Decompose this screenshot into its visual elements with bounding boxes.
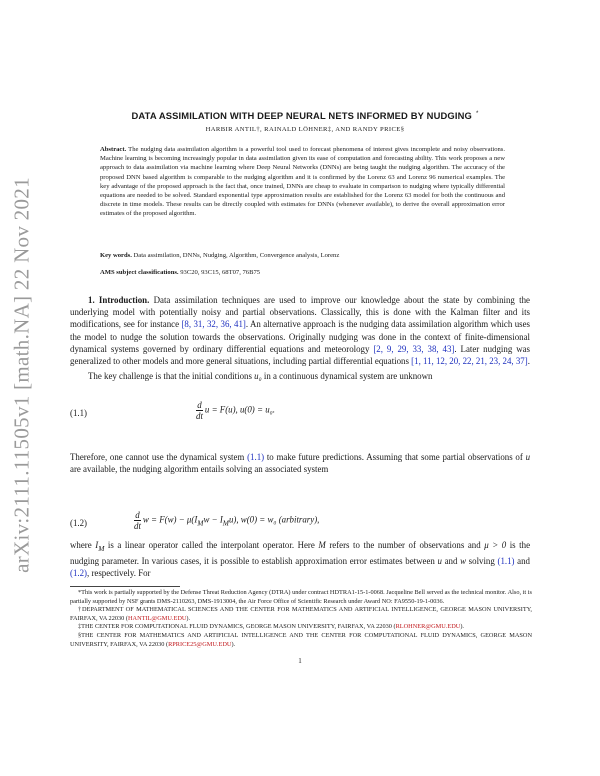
math-inline: u₀ <box>254 371 262 381</box>
title-footnote-mark: * <box>475 110 479 117</box>
equation-1-1 <box>196 400 275 421</box>
footnote-rule <box>70 586 180 587</box>
intro-paragraph-1 <box>70 294 530 367</box>
math-inline: M <box>318 540 326 550</box>
fraction-numerator: d <box>197 400 202 410</box>
equation-ref-link[interactable]: (1.2) <box>70 568 88 579</box>
paper-title-text: DATA ASSIMILATION WITH DEEP NEURAL NETS INFORMED BY NUDGING <box>131 110 472 121</box>
section-heading: 1. Introduction. <box>88 295 150 305</box>
keywords-text: Data assimilation, DNNs, Nudging, Algorithm, Convergence analysis, Lorenz <box>133 252 340 259</box>
equation-body: u), w(0) = w₀ (arbitrary), <box>228 514 320 525</box>
abstract <box>100 145 505 219</box>
intro-text: are available, the nudging algorithm entails solving an associated system <box>70 464 329 475</box>
math-inline: w <box>460 555 467 566</box>
intro-paragraph-4 <box>70 539 530 579</box>
equation-number: (1.1) <box>70 408 88 418</box>
intro-text: The key challenge is that the initial conditions <box>88 371 255 381</box>
keywords <box>100 252 505 259</box>
fraction-denominator: dt <box>196 411 203 421</box>
math-subscript: M <box>222 518 229 528</box>
intro-text: and <box>441 555 461 566</box>
intro-text: , respectively. For <box>87 568 151 579</box>
intro-text: . An alternative approach is the nudging data assimilation algorithm which uses the model to nudge the solution towards the observations. Originally nudging was done in the context of finite-dimensional dynamical systems governed by ordinary differential equations and meteorology <box>70 319 531 354</box>
math-inline: u <box>525 452 530 462</box>
footnote-price <box>70 632 532 649</box>
intro-text: . Later nudging was generalized to other models and more general situations, including partial differential equations <box>70 343 530 367</box>
math-subscript: M <box>98 543 105 553</box>
intro-text: is the nudging parameter. In various cases, it is possible to establish approximation error estimates between <box>70 540 531 566</box>
equation-ref-link[interactable]: (1.1) <box>497 555 515 566</box>
abstract-text: The nudging data assimilation algorithm is a powerful tool used to forecast phenomena of interest gives incomplete and noisy observations. Machine learning is becoming increasingly popular in data assimilation given its ease of computation and forecasting ability. This work proposes a new approach to data assimilation via machine learning where Deep Neural Networks (DNNs) are being taught the nudging algorithm. The accuracy of the proposed DNN based algorithm is comparable to the nudging algorithm and it is confirmed by the Lorenz 63 and Lorenz 96 numerical examples. The key advantage of the proposed approach is the fact that, once trained, DNNs are cheap to evaluate in comparison to nudging where typically differential equations are needed to be solved. Standard exponential type approximation results are established for the Lorenz 63 model for both the continuous and discrete in time models. These results can be directly coupled with estimates for DNNs (whenever available), to derive the overall approximation error estimates of the proposed algorithm. <box>100 146 506 218</box>
footnote-text: †DEPARTMENT OF MATHEMATICAL SCIENCES AND THE CENTER FOR MATHEMATICS AND ARTIFICIAL INTELLIGENCE, GEORGE MASON UNIVERSITY, FAIRFAX, VA 22030 ( <box>70 606 532 622</box>
intro-text: Data assimilation techniques are used to improve our knowledge about the state by combining the underlying model with potentially noisy and partial observations. Classically, this is done with the Kalman filter and its modifications, see for instance <box>70 295 530 330</box>
page-number: 1 <box>298 657 302 665</box>
citation-link[interactable]: [2, 9, 29, 33, 38, 43] <box>373 343 455 354</box>
keywords-label: Key words. <box>100 252 132 259</box>
citation-link[interactable]: [1, 11, 12, 20, 22, 21, 23, 24, 37] <box>411 356 528 367</box>
math-inline: u <box>437 555 442 566</box>
math-subscript: M <box>197 518 204 528</box>
equation-1-2 <box>134 510 319 531</box>
fraction-denominator: dt <box>134 521 141 531</box>
intro-text: refers to the number of observations and <box>325 540 485 550</box>
math-inline: μ > 0 <box>484 540 507 550</box>
footnote-text: ‡THE CENTER FOR COMPUTATIONAL FLUID DYNAMICS, GEORGE MASON UNIVERSITY, FAIRFAX, VA 22030 ( <box>78 623 396 631</box>
footnote-funding: *This work is partially supported by the Defense Threat Reduction Agency (DTRA) under contract HDTRA1-15-1-0068. Jacqueline Bell served as the technical monitor. Also, it is partially supported by NSF grants DMS-2110263, DMS-1913004, the Air Force Office of Scientific Research under Award NO: FA9550-19-1-0036. <box>70 589 532 605</box>
intro-text: in a continuous dynamical system are unknown <box>261 371 433 381</box>
ams-text: 93C20, 93C15, 68T07, 76B75 <box>180 269 261 276</box>
equation-body: w − I <box>203 514 223 525</box>
ams-label: AMS subject classifications. <box>100 269 179 276</box>
intro-text: . <box>527 356 530 367</box>
equation-number: (1.2) <box>70 518 88 528</box>
footnotes <box>70 589 532 649</box>
intro-text: and <box>514 555 530 566</box>
footnote-text: §THE CENTER FOR MATHEMATICS AND ARTIFICIAL INTELLIGENCE AND THE CENTER FOR COMPUTATIONAL FLUID DYNAMICS, GEORGE MASON UNIVERSITY, FAIRFAX, VA 22030 ( <box>70 631 532 648</box>
email-link[interactable]: RLOHNER@GMU.EDU <box>395 623 461 631</box>
citation-link[interactable]: [8, 31, 32, 36, 41] <box>181 319 246 330</box>
abstract-label: Abstract. <box>100 146 127 153</box>
derivative-fraction <box>196 400 203 421</box>
equation-body: w = F(w) − μ(I <box>142 514 198 525</box>
footnote-text: ). <box>460 623 464 631</box>
footnote-lohner <box>70 623 532 632</box>
arxiv-stamp <box>4 0 40 573</box>
footnote-text: ). <box>231 640 236 648</box>
intro-text: solving <box>466 555 498 566</box>
email-link[interactable]: RPRICE25@GMU.EDU <box>168 640 232 648</box>
fraction-numerator: d <box>135 510 140 520</box>
intro-text: where <box>70 540 96 550</box>
intro-paragraph-2 <box>70 370 530 382</box>
intro-text: to make future predictions. Assuming that some partial observations of <box>264 452 526 462</box>
derivative-fraction <box>134 510 141 531</box>
arxiv-stamp-text: arXiv:2111.11505v1 [math.NA] 22 Nov 2021 <box>9 177 34 573</box>
intro-text: Therefore, one cannot use the dynamical system <box>70 452 248 462</box>
intro-paragraph-3 <box>70 451 530 475</box>
equation-ref-link[interactable]: (1.1) <box>247 452 265 462</box>
footnote-text: ). <box>186 614 191 622</box>
paper-authors: HARBIR ANTIL†, RAINALD LÖHNER‡, AND RANDY PRICE§ <box>205 126 405 133</box>
equation-body: u = F(u), u(0) = u₀. <box>204 404 275 415</box>
email-link[interactable]: HANTIL@GMU.EDU <box>127 614 187 622</box>
math-inline: I <box>95 540 99 550</box>
ams-classifications <box>100 269 505 276</box>
paper-title <box>70 110 540 121</box>
footnote-antil <box>70 606 532 623</box>
intro-text: is a linear operator called the interpolant operator. Here <box>104 540 319 550</box>
